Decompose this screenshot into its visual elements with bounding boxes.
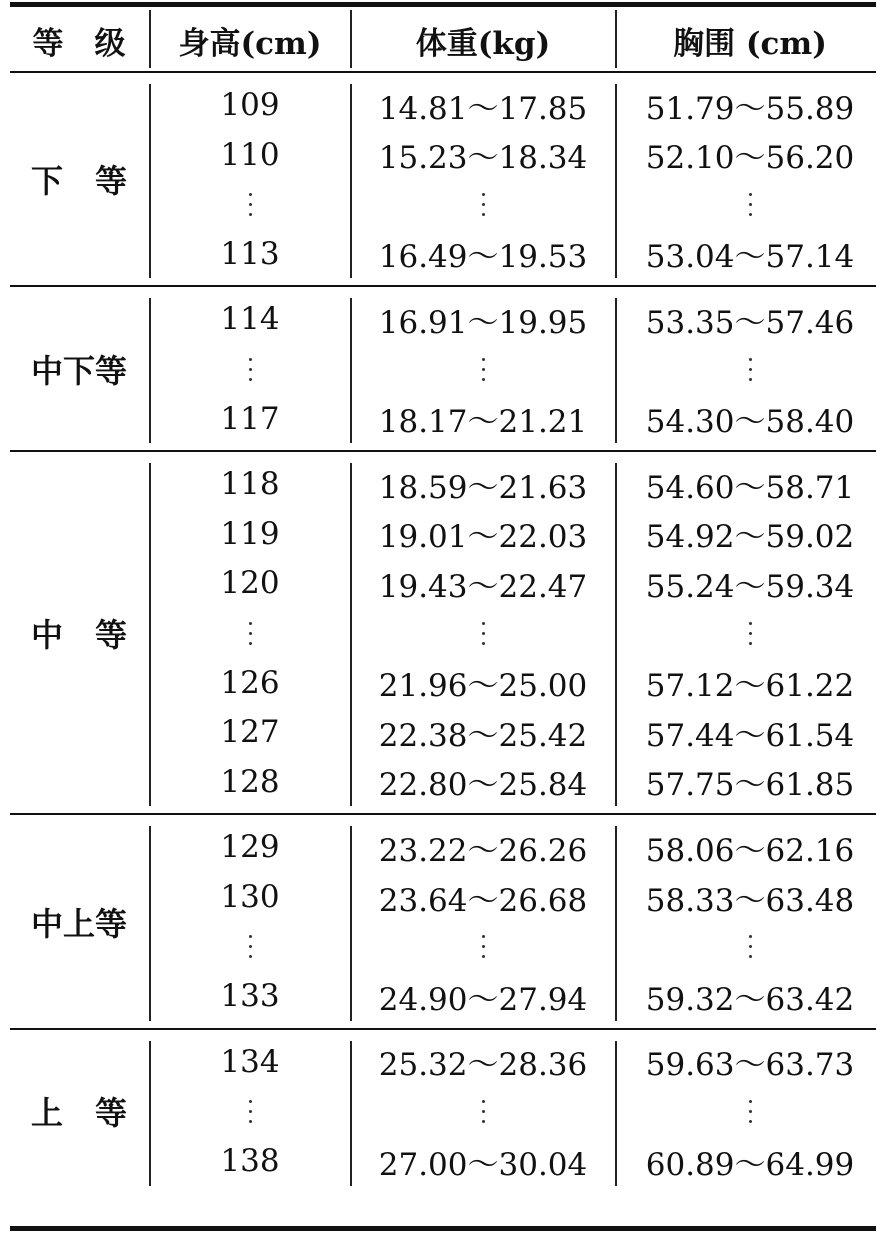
ellipsis-dot (482, 955, 485, 958)
cell-chest: 52.10～56.20 (645, 140, 855, 177)
column-divider (350, 826, 352, 1020)
column-divider (149, 298, 151, 443)
column-divider (350, 1041, 352, 1186)
ellipsis-dot (482, 1120, 485, 1123)
cell-chest: 53.04～57.14 (645, 239, 855, 276)
ellipsis-dot (749, 368, 752, 371)
table-bottom-rule (10, 1226, 876, 1231)
ellipsis-dot (249, 358, 252, 361)
ellipsis-dot (482, 622, 485, 625)
cell-weight: 19.43～22.47 (378, 568, 588, 605)
ellipsis-chest (616, 1086, 883, 1136)
ellipsis-dot (749, 945, 752, 948)
column-divider (149, 826, 151, 1020)
ellipsis-dot (482, 378, 485, 381)
cell-weight: 23.64～26.68 (378, 882, 588, 919)
ellipsis-dot (482, 358, 485, 361)
ellipsis-chest (616, 608, 883, 658)
ellipsis-weight (352, 922, 614, 972)
ellipsis-height (150, 179, 350, 229)
header-grade: 等 级 (32, 25, 126, 62)
ellipsis-dot (482, 1110, 485, 1113)
ellipsis-dot (249, 945, 252, 948)
ellipsis-height (150, 344, 350, 394)
cell-chest: 54.30～58.40 (645, 404, 855, 441)
cell-weight: 16.91～19.95 (378, 304, 588, 341)
ellipsis-dot (749, 193, 752, 196)
ellipsis-weight (352, 179, 614, 229)
cell-height: 119 (220, 515, 280, 552)
ellipsis-dot (749, 358, 752, 361)
ellipsis-height (150, 608, 350, 658)
ellipsis-dot (749, 622, 752, 625)
cell-height: 128 (220, 763, 280, 800)
column-divider (615, 1041, 617, 1186)
ellipsis-weight (352, 344, 614, 394)
cell-chest: 54.92～59.02 (645, 519, 855, 556)
header-height: 身高(cm) (178, 25, 322, 62)
ellipsis-dot (249, 1100, 252, 1103)
ellipsis-dot (249, 213, 252, 216)
cell-weight: 16.49～19.53 (378, 239, 588, 276)
cell-height: 109 (220, 87, 280, 123)
cell-height: 114 (220, 301, 280, 338)
cell-chest: 51.79～55.89 (645, 90, 855, 127)
ellipsis-dot (749, 955, 752, 958)
ellipsis-dot (249, 378, 252, 381)
cell-chest: 57.75～61.85 (645, 767, 855, 804)
column-divider (149, 1041, 151, 1186)
header-column-divider (149, 10, 151, 68)
ellipsis-dot (482, 945, 485, 948)
ellipsis-weight (352, 1086, 614, 1136)
ellipsis-weight (352, 608, 614, 658)
ellipsis-dot (249, 622, 252, 625)
cell-chest: 53.35～57.46 (645, 304, 855, 341)
column-divider (149, 463, 151, 806)
ellipsis-dot (249, 203, 252, 206)
ellipsis-dot (482, 213, 485, 216)
cell-weight: 21.96～25.00 (378, 668, 588, 705)
ellipsis-dot (749, 935, 752, 938)
cell-chest: 60.89～64.99 (645, 1146, 855, 1183)
cell-height: 129 (220, 829, 280, 866)
cell-height: 110 (220, 136, 280, 173)
column-divider (615, 463, 617, 806)
cell-height: 133 (220, 978, 280, 1015)
ellipsis-dot (482, 1100, 485, 1103)
cell-weight: 22.80～25.84 (378, 767, 588, 804)
column-divider (149, 84, 151, 278)
ellipsis-dot (749, 213, 752, 216)
cell-weight: 25.32～28.36 (378, 1047, 588, 1084)
ellipsis-chest (616, 922, 883, 972)
cell-weight: 24.90～27.94 (378, 981, 588, 1018)
cell-chest: 55.24～59.34 (645, 568, 855, 605)
ellipsis-dot (749, 1110, 752, 1113)
ellipsis-chest (616, 344, 883, 394)
cell-chest: 59.63～63.73 (645, 1047, 855, 1084)
ellipsis-dot (749, 203, 752, 206)
ellipsis-dot (249, 642, 252, 645)
cell-weight: 18.17～21.21 (378, 404, 588, 441)
cell-weight: 22.38～25.42 (378, 717, 588, 754)
cell-height: 120 (220, 565, 280, 602)
grade-label: 中 等 (30, 615, 127, 654)
ellipsis-dot (749, 378, 752, 381)
cell-weight: 27.00～30.04 (378, 1146, 588, 1183)
grade-label: 中下等 (30, 351, 127, 390)
column-divider (350, 84, 352, 278)
ellipsis-dot (249, 935, 252, 938)
cell-height: 138 (220, 1143, 280, 1179)
column-divider (350, 463, 352, 806)
grade-label: 中上等 (30, 904, 127, 943)
ellipsis-dot (749, 1120, 752, 1123)
column-divider (615, 298, 617, 443)
grade-label: 上 等 (30, 1094, 127, 1133)
header-weight: 体重(kg) (415, 25, 551, 62)
cell-height: 134 (220, 1043, 280, 1080)
cell-chest: 57.12～61.22 (645, 668, 855, 705)
ellipsis-dot (749, 632, 752, 635)
column-divider (615, 84, 617, 278)
ellipsis-dot (482, 203, 485, 206)
ellipsis-height (150, 1086, 350, 1136)
cell-chest: 59.32～63.42 (645, 981, 855, 1018)
cell-weight: 18.59～21.63 (378, 469, 588, 506)
cell-weight: 19.01～22.03 (378, 519, 588, 556)
cell-chest: 54.60～58.71 (645, 469, 855, 506)
cell-height: 117 (220, 400, 280, 437)
ellipsis-dot (482, 632, 485, 635)
column-divider (615, 826, 617, 1020)
ellipsis-dot (482, 193, 485, 196)
ellipsis-dot (482, 642, 485, 645)
ellipsis-height (150, 922, 350, 972)
ellipsis-dot (482, 368, 485, 371)
ellipsis-dot (249, 193, 252, 196)
column-divider (350, 298, 352, 443)
ellipsis-dot (249, 955, 252, 958)
cell-height: 126 (220, 664, 280, 701)
cell-height: 127 (220, 714, 280, 751)
header-column-divider (615, 10, 617, 68)
cell-weight: 23.22～26.26 (378, 832, 588, 869)
cell-weight: 15.23～18.34 (378, 140, 588, 177)
ellipsis-dot (482, 935, 485, 938)
ellipsis-dot (249, 632, 252, 635)
header-column-divider (350, 10, 352, 68)
grade-label: 下 等 (30, 162, 127, 201)
ellipsis-chest (616, 179, 883, 229)
ellipsis-dot (249, 1120, 252, 1123)
header-chest: 胸围 (cm) (673, 25, 827, 62)
cell-height: 130 (220, 879, 280, 915)
cell-weight: 14.81～17.85 (378, 90, 588, 127)
ellipsis-dot (249, 1110, 252, 1113)
table-top-rule (10, 2, 876, 7)
cell-chest: 58.33～63.48 (645, 882, 855, 919)
cell-chest: 57.44～61.54 (645, 717, 855, 754)
ellipsis-dot (749, 1100, 752, 1103)
cell-height: 118 (220, 466, 280, 503)
ellipsis-dot (749, 642, 752, 645)
cell-chest: 58.06～62.16 (645, 832, 855, 869)
cell-height: 113 (220, 235, 280, 272)
ellipsis-dot (249, 368, 252, 371)
